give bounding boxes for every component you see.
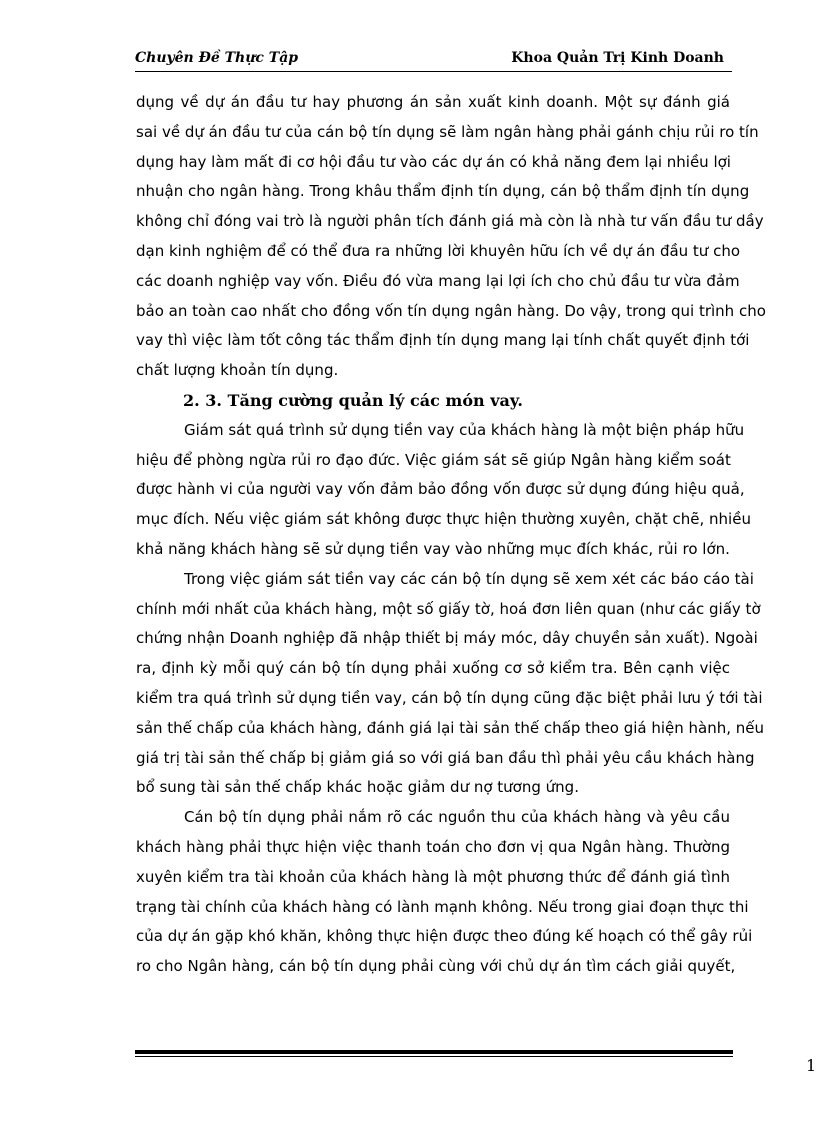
text-line: xuyên kiểm tra tài khoản của khách hàng là một phương thức để đánh giá tình <box>136 867 730 886</box>
text-line: chất lượng khoản tín dụng. <box>136 361 339 380</box>
header-divider <box>135 71 732 72</box>
text-line: nhuận cho ngân hàng. Trong khâu thẩm định tín dụng, cán bộ thẩm định tín dụng <box>136 182 750 201</box>
text-line: chính mới nhất của khách hàng, một số giấy tờ, hoá đơn liên quan (như các giấy tờ <box>136 599 761 618</box>
text-line: mục đích. Nếu việc giám sát không được thực hiện thường xuyên, chặt chẽ, nhiều <box>136 510 751 529</box>
header-title-left: Chuyên Đề Thực Tập <box>135 50 299 66</box>
text-line: dụng về dự án đầu tư hay phương án sản xuất kinh doanh. Một sự đánh giá <box>136 93 730 111</box>
text-line: trạng tài chính của khách hàng có lành mạnh không. Nếu trong giai đoạn thực thi <box>136 897 749 916</box>
section-heading: 2. 3. Tăng cường quản lý các món vay. <box>183 390 523 410</box>
text-line: sai về dự án đầu tư của cán bộ tín dụng sẽ làm ngân hàng phải gánh chịu rủi ro tín <box>136 122 759 141</box>
text-line: ra, định kỳ mỗi quý cán bộ tín dụng phải xuống cơ sở kiểm tra. Bên cạnh việc <box>136 659 730 678</box>
paragraph-2 <box>136 416 751 565</box>
text-line: khả năng khách hàng sẽ sử dụng tiền vay vào những mục đích khác, rủi ro lớn. <box>136 539 730 558</box>
paragraph-1 <box>136 88 766 386</box>
text-line: dạn kinh nghiệm để có thể đưa ra những lời khuyên hữu ích về dự án đầu tư cho <box>136 241 741 260</box>
paragraph-4 <box>136 803 753 982</box>
text-line: khách hàng phải thực hiện việc thanh toán cho đơn vị qua Ngân hàng. Thường <box>136 837 730 856</box>
text-line: của dự án gặp khó khăn, không thực hiện được theo đúng kế hoạch có thể gây rủi <box>136 927 753 946</box>
paragraph-3 <box>136 565 765 803</box>
footer-divider-thick <box>135 1050 733 1054</box>
text-line: các doanh nghiệp vay vốn. Điều đó vừa mang lại lợi ích cho chủ đầu tư vừa đảm <box>136 271 740 290</box>
text-line: vay thì việc làm tốt công tác thẩm định tín dụng mang lại tính chất quyết định tới <box>136 331 750 350</box>
text-line: Trong việc giám sát tiền vay các cán bộ tín dụng sẽ xem xét các báo cáo tài <box>184 569 754 588</box>
text-line: bảo an toàn cao nhất cho đồng vốn tín dụng ngân hàng. Do vậy, trong qui trình cho <box>136 301 766 320</box>
text-line: sản thế chấp của khách hàng, đánh giá lại tài sản thế chấp theo giá hiện hành, nếu <box>136 718 765 737</box>
text-line: Giám sát quá trình sử dụng tiền vay của khách hàng là một biện pháp hữu <box>184 420 745 439</box>
text-line: dụng hay làm mất đi cơ hội đầu tư vào các dự án có khả năng đem lại nhiều lợi <box>136 152 731 171</box>
text-line: chứng nhận Doanh nghiệp đã nhập thiết bị máy móc, dây chuyền sản xuất). Ngoài <box>136 629 758 648</box>
text-line: được hành vi của người vay vốn đảm bảo đồng vốn được sử dụng đúng hiệu quả, <box>136 480 745 499</box>
text-line: không chỉ đóng vai trò là người phân tích đánh giá mà còn là nhà tư vấn đầu tư dầy <box>136 212 764 231</box>
text-line: bổ sung tài sản thế chấp khác hoặc giảm dư nợ tương ứng. <box>136 778 579 797</box>
text-line: Cán bộ tín dụng phải nắm rõ các nguồn thu của khách hàng và yêu cầu <box>184 808 730 827</box>
text-line: ro cho Ngân hàng, cán bộ tín dụng phải cùng với chủ dự án tìm cách giải quyết, <box>136 957 736 976</box>
text-line: giá trị tài sản thế chấp bị giảm giá so với giá ban đầu thì phải yêu cầu khách hàng <box>136 748 755 767</box>
footer-divider-thin <box>135 1056 733 1057</box>
document-body <box>136 88 766 982</box>
header-title-right: Khoa Quản Trị Kinh Doanh <box>511 50 724 66</box>
page-number: 1 <box>806 1056 816 1075</box>
text-line: kiểm tra quá trình sử dụng tiền vay, cán bộ tín dụng cũng đặc biệt phải lưu ý tới tài <box>136 688 763 707</box>
text-line: hiệu để phòng ngừa rủi ro đạo đức. Việc giám sát sẽ giúp Ngân hàng kiểm soát <box>136 450 731 469</box>
